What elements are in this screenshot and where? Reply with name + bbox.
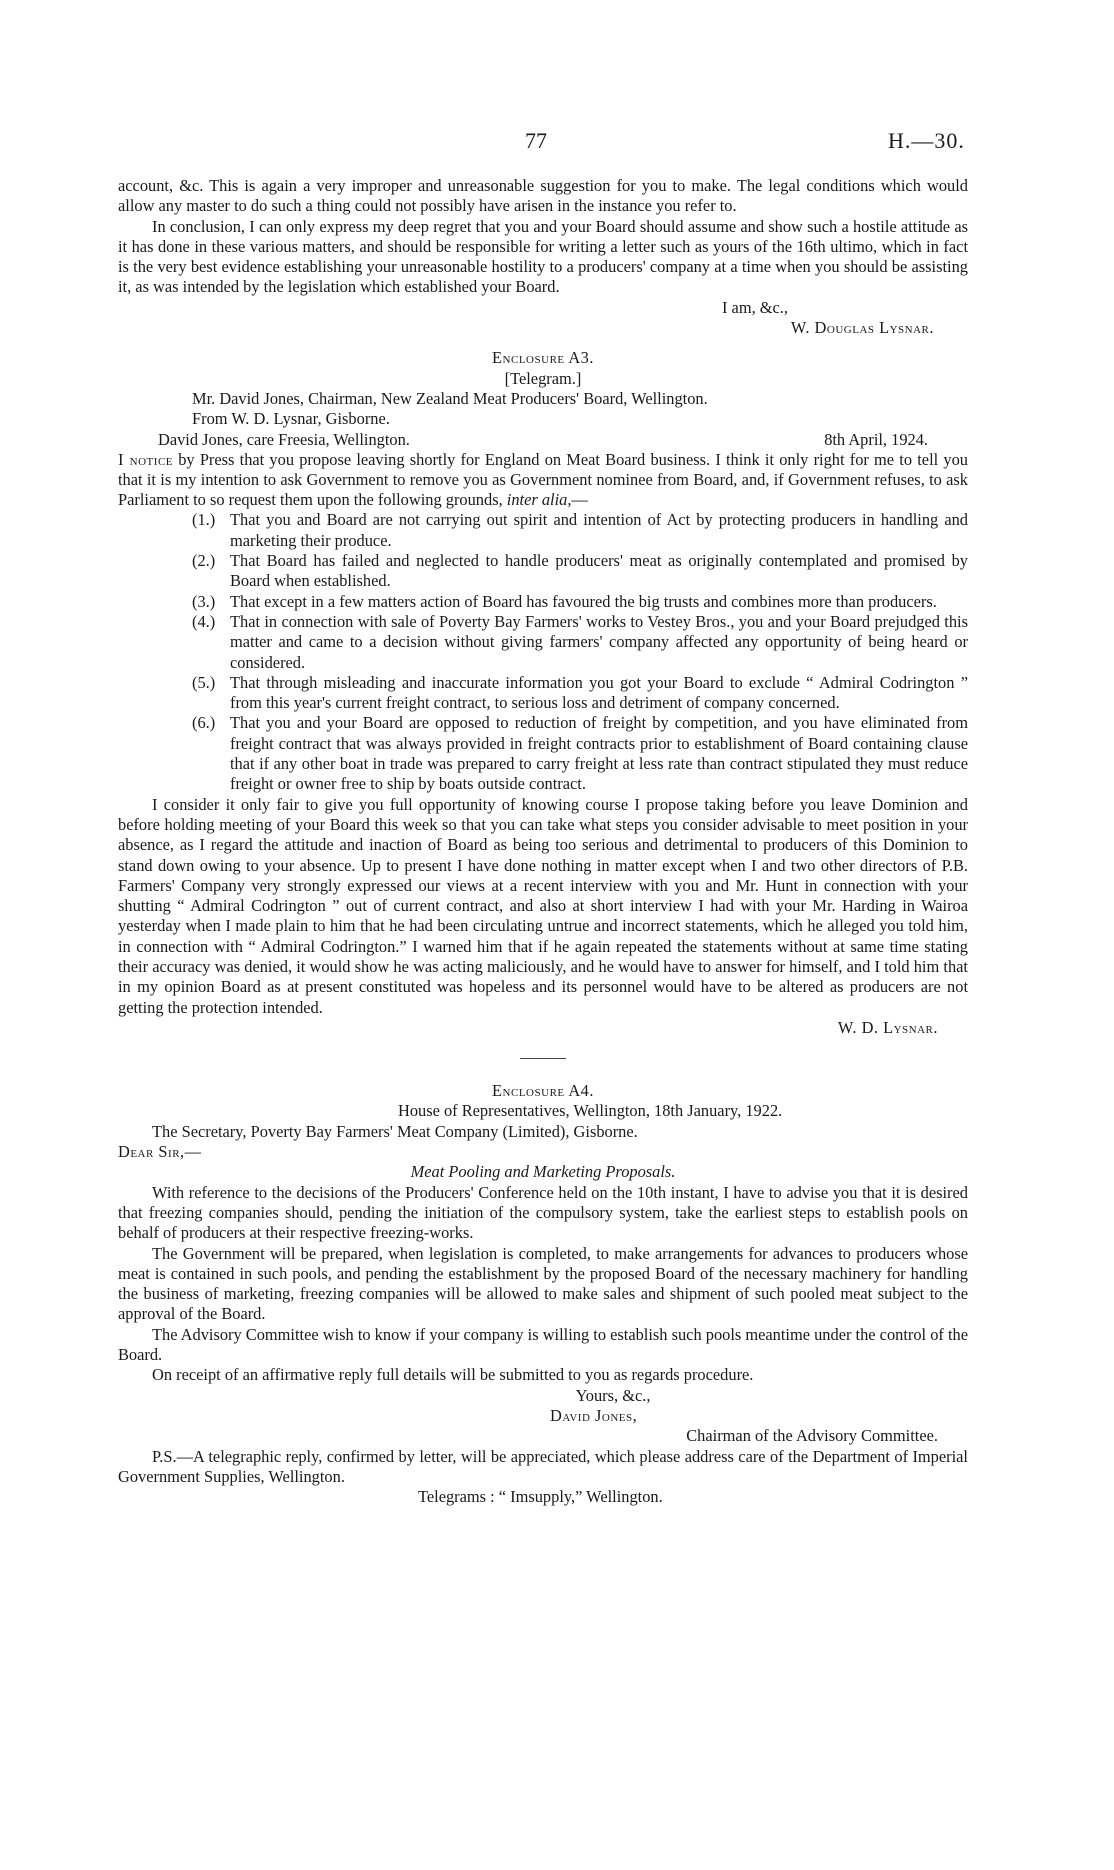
conclusion-paragraph: In conclusion, I can only express my deep regret that you and your Board should assume and show such a hostile attitude as it has done in these various matters, and should be responsible for writing a letter such as yours of the 16th ultimo, which in fact is the very best evidence establishing your unreasonable hostility to a producers' company at a time when you should be assisting it, as was intended by the legislation which established your Board. [118, 216, 968, 297]
letter-place-date: House of Representatives, Wellington, 18th January, 1922. [398, 1101, 783, 1121]
ground-text: That through misleading and inaccurate information you got your Board to exclude “ Admiral Codrington ” from this year's current freight contract, to serious loss and detriment of company concerned. [230, 672, 968, 713]
intro-text: by Press that you propose leaving shortly for England on Meat Board business. I think it only right for me to tell you that it is my intention to ask Government to remove you as Government nominee from Board, and, if Government refuses, to ask Parliament to so request them upon the following grounds, [118, 449, 968, 510]
ground-text: That Board has failed and neglected to handle producers' meat as originally contemplated and promised by Board when established. [230, 551, 968, 591]
intro-end: ,— [567, 490, 588, 510]
page-content [118, 176, 968, 1507]
enclosure-a3-title: Enclosure A3. [492, 348, 594, 368]
letter-addressee: The Secretary, Poverty Bay Farmers' Meat Company (Limited), Gisborne. [152, 1121, 638, 1141]
telegram-to-line: Mr. David Jones, Chairman, New Zealand Meat Producers' Board, Wellington. [192, 388, 708, 408]
ground-text: That except in a few matters action of Board has favoured the big trusts and combines more than producers. [230, 591, 937, 611]
ground-number: (3.) [192, 591, 216, 611]
ground-number: (4.) [192, 611, 216, 631]
letter-salutation: Dear Sir,— [118, 1142, 202, 1162]
signature-title: Chairman of the Advisory Committee. [686, 1426, 938, 1446]
page-header [0, 128, 1114, 158]
ground-text: That in connection with sale of Poverty Bay Farmers' works to Vestey Bros., you and your Board prejudged this matter and came to a decision without giving farmers' company affected any opportunity of being heard or considered. [230, 611, 968, 672]
enclosure-a4-title: Enclosure A4. [492, 1081, 594, 1101]
ground-text: That you and your Board are opposed to reduction of freight by competition, and you have eliminated from freight contract that was always provided in freight contracts prior to establishment of Board containing clause that if any other boat in trade was prepared to carry freight at less rate than contract stipulated they must reduce freight or owner free to ship by boats outside contract. [230, 713, 968, 794]
intro-italic: inter alia [506, 490, 568, 510]
signature-lysnar: W. Douglas Lysnar. [790, 318, 934, 338]
postscript: P.S.—A telegraphic reply, confirmed by letter, will be appreciated, which please address care of the Department of Imperial Government Supplies, Wellington. [118, 1446, 968, 1486]
telegram-address-row [118, 430, 968, 450]
letter-paragraph: With reference to the decisions of the Producers' Conference held on the 10th instant, I have to advise you that it is desired that freezing companies should, pending the initiation of the compulsory system, take the earliest steps to establish pools on behalf of producers at their respective freezing-works. [118, 1182, 968, 1243]
telegram-date: 8th April, 1924. [824, 429, 928, 449]
ground-item [118, 612, 968, 673]
section-divider [520, 1058, 566, 1059]
signature-wd-lysnar: W. D. Lysnar. [837, 1017, 938, 1037]
telegrams-line: Telegrams : “ Imsupply,” Wellington. [418, 1487, 663, 1507]
ground-item [118, 510, 968, 551]
letter-paragraph: The Government will be prepared, when legislation is completed, to make arrangements for advances to producers whose meat is contained in such pools, and pending the establishment by the proposed Board of the necessary machinery for handling the business of marketing, freezing companies will be allowed to make sales and shipment of such pooled meat subject to the approval of the Board. [118, 1243, 968, 1324]
ground-number: (6.) [192, 713, 216, 733]
telegram-body: I consider it only fair to give you full opportunity of knowing course I propose taking before you leave Dominion and before holding meeting of your Board this week so that you can take what steps you consider advisable to meet position in your absence, as I regard the attitude and inaction of Board as being too serious and detrimental to producers of this Dominion to stand down owing to your absence. Up to present I have done nothing in matter except when I and two other directors of P.B. Farmers' Company very strongly expressed our views at a recent interview with you and Mr. Hunt in connection with your shutting “ Admiral Codrington ” out of current contract, and also at short interview I had with your Mr. Harding in Wairoa yesterday when I made plain to him that he had been circulating untrue and incorrect statements, which he alleged you told him, in connection with “ Admiral Codrington.” I warned him that if he again repeated the statements without at same time stating their accuracy was denied, it would show he was acting maliciously, and he would have to answer for himself, and I told him that in my opinion Board as at present constituted was hopeless and its personnel would have to be altered as producers are not getting the protection intended. [118, 794, 968, 1017]
telegram-from-line: From W. D. Lysnar, Gisborne. [192, 409, 390, 429]
ground-number: (2.) [192, 551, 216, 571]
closing-line: I am, &c., [722, 297, 788, 317]
telegram-intro [118, 450, 968, 511]
signature-david-jones: David Jones, [550, 1405, 638, 1425]
continued-paragraph: account, &c. This is again a very improper and unreasonable suggestion for you to make. The legal conditions which would allow any master to do such a thing could not possibly have arisen in the instance you refer to. [118, 176, 968, 216]
ground-number: (5.) [192, 672, 216, 692]
intro-lead: I notice [118, 449, 173, 469]
ground-text: That you and Board are not carrying out spirit and intention of Act by protecting producers in handling and marketing their produce. [230, 510, 968, 550]
letter-closing: Yours, &c., [575, 1385, 651, 1405]
ground-item [118, 713, 968, 794]
grounds-list [118, 510, 968, 794]
letter-paragraph: The Advisory Committee wish to know if your company is willing to establish such pools meantime under the control of the Board. [118, 1324, 968, 1365]
ground-item [118, 592, 968, 612]
ground-number: (1.) [192, 510, 216, 530]
telegram-address: David Jones, care Freesia, Wellington. [158, 429, 410, 449]
letter-heading: Meat Pooling and Marketing Proposals. [410, 1162, 676, 1182]
letter-paragraph: On receipt of an affirmative reply full details will be submitted to you as regards procedure. [152, 1365, 754, 1385]
ground-item [118, 673, 968, 714]
ground-item [118, 551, 968, 592]
document-reference: H.—30. [888, 128, 965, 153]
telegram-label: [Telegram.] [504, 368, 582, 388]
page-number: 77 [525, 128, 547, 153]
